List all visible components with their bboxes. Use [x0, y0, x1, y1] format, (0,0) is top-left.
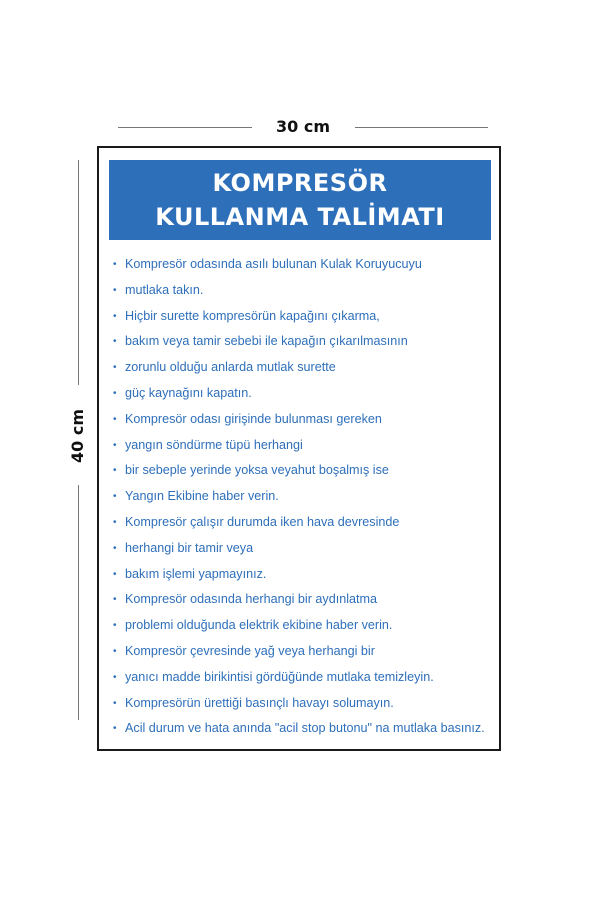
- instruction-item: [111, 355, 491, 381]
- instruction-text: yanıcı madde birikintisi gördüğünde mutlaka temizleyin.: [125, 669, 434, 684]
- instruction-text: Kompresör çalışır durumda iken hava devresinde: [125, 514, 400, 529]
- instruction-text: herhangi bir tamir veya: [125, 540, 254, 555]
- instruction-item: [111, 665, 491, 691]
- instruction-item: [111, 278, 491, 304]
- instruction-text: bir sebeple yerinde yoksa veyahut boşalmış ise: [125, 463, 389, 478]
- instruction-item: [111, 252, 491, 278]
- instruction-item: [111, 458, 491, 484]
- width-dimension-line-right: [355, 127, 488, 128]
- bullet-icon: •: [113, 620, 117, 632]
- height-dimension-label: 40 cm: [68, 409, 87, 463]
- instruction-item: [111, 691, 491, 717]
- bullet-icon: •: [113, 671, 117, 683]
- instruction-text: problemi olduğunda elektrik ekibine haber verin.: [125, 618, 393, 633]
- instruction-text: mutlaka takın.: [125, 282, 204, 297]
- instruction-item: [111, 587, 491, 613]
- instruction-item: [111, 613, 491, 639]
- bullet-icon: •: [113, 465, 117, 477]
- instruction-item: [111, 381, 491, 407]
- instruction-text: yangın söndürme tüpü herhangi: [125, 437, 303, 452]
- instruction-sign: [97, 146, 501, 751]
- instruction-list: [111, 252, 491, 742]
- bullet-icon: •: [113, 439, 117, 451]
- bullet-icon: •: [113, 723, 117, 735]
- width-dimension-line-left: [118, 127, 252, 128]
- height-dimension: [62, 160, 92, 720]
- instruction-item: [111, 639, 491, 665]
- instruction-item: [111, 407, 491, 433]
- instruction-text: Kompresör çevresinde yağ veya herhangi bir: [125, 643, 375, 658]
- bullet-icon: •: [113, 336, 117, 348]
- instruction-text: güç kaynağını kapatın.: [125, 385, 252, 400]
- instruction-item: [111, 329, 491, 355]
- instruction-item: [111, 562, 491, 588]
- bullet-icon: •: [113, 387, 117, 399]
- bullet-icon: •: [113, 413, 117, 425]
- instruction-text: Kompresör odasında asılı bulunan Kulak Koruyucuyu: [125, 257, 422, 271]
- bullet-icon: •: [113, 697, 117, 709]
- instruction-item: [111, 433, 491, 459]
- width-dimension: [118, 116, 488, 138]
- bullet-icon: •: [113, 568, 117, 580]
- instruction-text: Kompresörün ürettiği basınçlı havayı solumayın.: [125, 695, 394, 710]
- instruction-text: Acil durum ve hata anında "acil stop butonu" na mutlaka basınız.: [125, 721, 485, 736]
- instruction-item: [111, 536, 491, 562]
- instruction-text: Hiçbir surette kompresörün kapağını çıkarma,: [125, 308, 380, 323]
- bullet-icon: •: [113, 594, 117, 606]
- bullet-icon: •: [113, 259, 117, 270]
- height-dimension-line-top: [78, 160, 79, 385]
- instruction-text: Kompresör odasında herhangi bir aydınlatma: [125, 592, 378, 607]
- height-dimension-line-bottom: [78, 485, 79, 720]
- bullet-icon: •: [113, 284, 117, 296]
- instruction-text: zorunlu olduğu anlarda mutlak surette: [125, 360, 336, 375]
- bullet-icon: •: [113, 310, 117, 322]
- width-dimension-label: 30 cm: [276, 117, 330, 136]
- instruction-text: Yangın Ekibine haber verin.: [125, 489, 279, 504]
- instruction-item: [111, 716, 491, 742]
- bullet-icon: •: [113, 491, 117, 503]
- instruction-text: bakım veya tamir sebebi ile kapağın çıkarılmasının: [125, 334, 408, 349]
- instruction-text: Kompresör odası girişinde bulunması gereken: [125, 411, 382, 426]
- sign-title-banner: [109, 160, 491, 240]
- instruction-item: [111, 304, 491, 330]
- instruction-item: [111, 484, 491, 510]
- sign-title-line-2: KULLANMA TALİMATI: [155, 203, 445, 231]
- bullet-icon: •: [113, 516, 117, 528]
- instruction-item: [111, 510, 491, 536]
- instruction-text: bakım işlemi yapmayınız.: [125, 566, 267, 581]
- bullet-icon: •: [113, 542, 117, 554]
- bullet-icon: •: [113, 362, 117, 374]
- sign-title-line-1: KOMPRESÖR: [212, 169, 388, 197]
- bullet-icon: •: [113, 645, 117, 657]
